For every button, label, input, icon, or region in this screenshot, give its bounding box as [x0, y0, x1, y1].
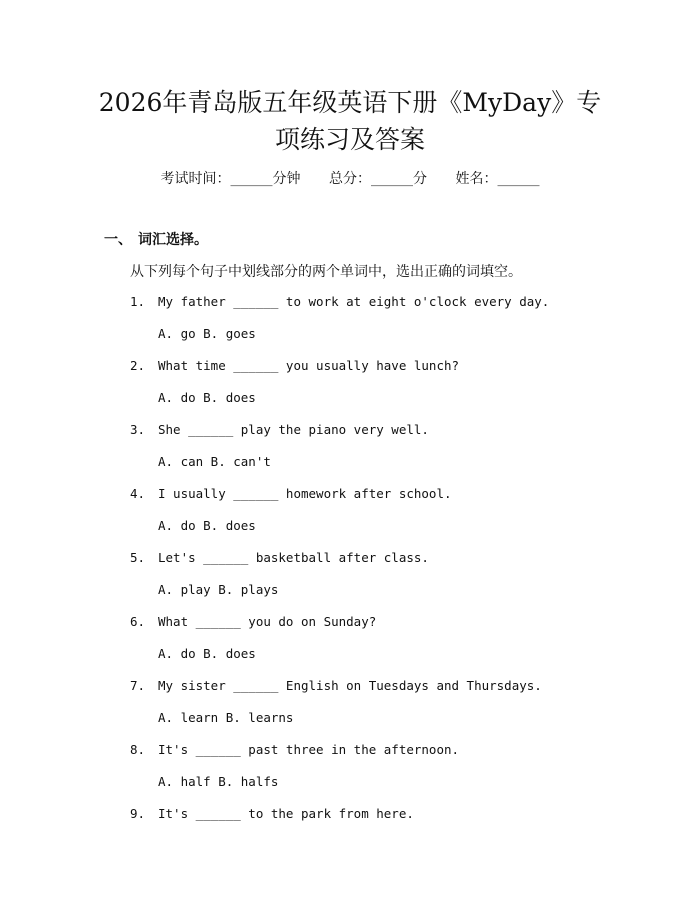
question-number: 9.	[130, 806, 146, 821]
section-heading	[104, 229, 208, 249]
question-number: 7.	[130, 678, 146, 693]
question-stem	[130, 740, 459, 760]
question-options: A. do B. does	[158, 646, 256, 661]
question-number: 8.	[130, 742, 146, 757]
question-options: A. go B. goes	[158, 326, 256, 341]
question-number: 6.	[130, 614, 146, 629]
total-score-field: 总分：______分	[329, 171, 427, 187]
question-options: A. can B. can't	[158, 454, 271, 469]
question-options: A. do B. does	[158, 518, 256, 533]
title-line-1: 2026年青岛版五年级英语下册《MyDay》专	[98, 88, 602, 117]
question-text: My father ______ to work at eight o'clock every day.	[158, 294, 550, 309]
section-title: 词汇选择。	[138, 232, 208, 248]
question-number: 2.	[130, 358, 146, 373]
question-number: 4.	[130, 486, 146, 501]
document-title	[60, 84, 640, 158]
question-stem	[130, 676, 542, 696]
question-options: A. learn B. learns	[158, 710, 294, 725]
question-text: I usually ______ homework after school.	[158, 486, 452, 501]
question-options: A. play B. plays	[158, 582, 279, 597]
question-item	[0, 676, 700, 740]
question-text: My sister ______ English on Tuesdays and Thursdays.	[158, 678, 542, 693]
section-instruction: 从下列每个句子中划线部分的两个单词中，选出正确的词填空。	[130, 264, 522, 280]
question-item	[0, 740, 700, 804]
question-stem	[130, 420, 429, 440]
question-text: Let's ______ basketball after class.	[158, 550, 429, 565]
question-text: It's ______ past three in the afternoon.	[158, 742, 460, 757]
question-item	[0, 612, 700, 676]
question-stem	[130, 484, 452, 504]
section-number: 一、	[104, 232, 132, 248]
question-options: A. half B. halfs	[158, 774, 279, 789]
question-options: A. do B. does	[158, 390, 256, 405]
question-stem	[130, 612, 376, 632]
exam-time-field: 考试时间：______分钟	[160, 171, 301, 187]
question-text: It's ______ to the park from here.	[158, 806, 414, 821]
question-text: What time ______ you usually have lunch?	[158, 358, 460, 373]
name-field: 姓名：______	[455, 171, 540, 187]
question-list	[0, 292, 700, 868]
question-text: What ______ you do on Sunday?	[158, 614, 377, 629]
question-number: 1.	[130, 294, 146, 309]
question-item	[0, 292, 700, 356]
question-number: 5.	[130, 550, 146, 565]
question-stem	[130, 356, 459, 376]
question-number: 3.	[130, 422, 146, 437]
question-stem	[130, 548, 429, 568]
question-text: She ______ play the piano very well.	[158, 422, 429, 437]
question-stem	[130, 804, 414, 824]
question-item	[0, 484, 700, 548]
exam-info-row	[0, 168, 700, 188]
question-item	[0, 804, 700, 868]
question-stem	[130, 292, 549, 312]
question-item	[0, 356, 700, 420]
question-item	[0, 420, 700, 484]
question-item	[0, 548, 700, 612]
title-line-2: 项练习及答案	[274, 125, 425, 154]
